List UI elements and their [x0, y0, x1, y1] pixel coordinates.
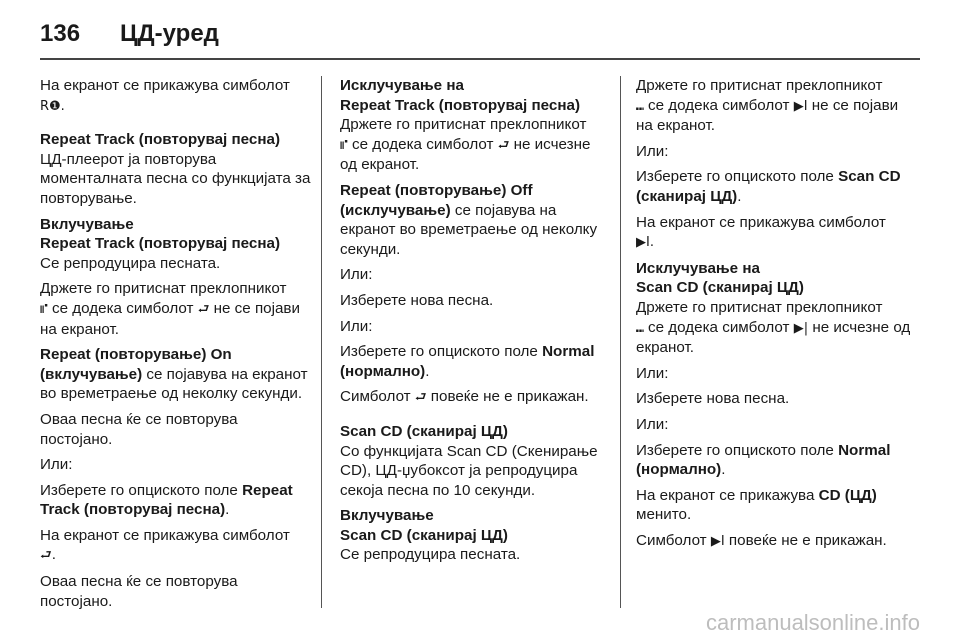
toggle-switch-icon: ⑉ [636, 98, 644, 114]
paragraph: Изберете го опциското поле Repeat Track (повторувај песна). [40, 481, 293, 519]
paragraph: Или: [40, 456, 73, 474]
subheading: Scan CD (сканирај ЦД) [340, 526, 508, 544]
paragraph: Се репродуцира песната. [340, 546, 521, 564]
paragraph: Се репродуцира песната. [40, 254, 221, 272]
paragraph: Оваа песна ќе се повторува постојано. [40, 410, 238, 448]
subheading: Исклучување на [340, 77, 464, 94]
paragraph: Држете го притиснат преклопникот ⑉ се додека симболот ▶| не исчезне од екранот. [636, 298, 911, 357]
column-divider [620, 76, 621, 608]
paragraph: Изберете го опциското поле Normal (нормално). [636, 441, 891, 479]
paragraph: Или: [340, 317, 373, 335]
page-title: ЦД-уред [120, 20, 219, 47]
section-heading: Repeat Track (повторувај песна) [40, 131, 281, 149]
repeat-icon: ⮐ [197, 301, 210, 317]
paragraph: На екранот се прикажува симболот ▶I. [636, 213, 886, 251]
repeat-icon: ⮐ [40, 548, 52, 564]
subheading: Исклучување на [636, 259, 760, 277]
column-3 [636, 76, 916, 557]
subheading: Scan CD (сканирај ЦД) [636, 279, 804, 297]
paragraph: Држете го притиснат преклопникот ⑈ се додека симболот ⮐ не исчезне од екранот. [340, 116, 591, 174]
paragraph: Држете го притиснат преклопникот ⑈ се додека симболот ⮐ не се појави на екранот. [40, 280, 300, 338]
paragraph: Изберете го опциското поле Scan CD (сканирај ЦД). [636, 168, 901, 205]
paragraph: ЦД-плеерот ја повторува моменталната песна со функцијата за повторување. [40, 150, 311, 207]
repeat-icon: ⮐ [414, 390, 427, 406]
paragraph: Симболот ⮐ повеќе не е прикажан. [340, 388, 589, 406]
paragraph: Или: [636, 364, 669, 382]
toggle-switch-icon: ⑈ [340, 137, 348, 153]
paragraph: Repeat (повторување) On (вклучување) се појавува на екранот во времетраење од неколку секунди. [40, 346, 308, 403]
paragraph: Или: [636, 142, 669, 160]
scan-icon: ▶I [793, 98, 808, 114]
paragraph: Изберете нова песна. [636, 390, 790, 408]
paragraph: Или: [340, 266, 373, 284]
column-1 [40, 76, 312, 617]
repeat-random-icon: R❶. [40, 98, 65, 114]
scan-icon: ▶I [710, 533, 725, 549]
paragraph: На екранот се прикажува симболот ⮐. [40, 526, 290, 564]
subheading: Вклучување [340, 507, 434, 525]
paragraph: Изберете го опциското поле Normal (нормално). [340, 343, 595, 380]
page-number: 136 [40, 20, 81, 47]
scan-icon: ▶I. [636, 235, 654, 251]
repeat-icon: ⮐ [497, 137, 510, 153]
toggle-switch-icon: ⑈ [40, 301, 48, 317]
paragraph: Држете го притиснат преклопникот ⑉ се додека симболот ▶I не се појави на екранот. [636, 77, 899, 135]
toggle-switch-icon: ⑉ [636, 320, 644, 336]
header-rule [40, 58, 920, 60]
paragraph: Со функцијата Scan CD (Скенирање CD), ЦД-џубоксот ја репродуцира секоја песна по 10 секунди. [340, 442, 598, 499]
column-2 [340, 76, 608, 571]
section-heading: Scan CD (сканирај ЦД) [340, 422, 508, 440]
paragraph: Repeat (повторување) Off (исклучување) се појавува на екранот во времетраење од неколку секунди. [340, 181, 598, 258]
paragraph: Или: [636, 415, 669, 433]
subheading: Вклучување [40, 215, 134, 233]
column-divider [321, 76, 322, 608]
watermark: carmanualsonline.info [705, 610, 920, 635]
scan-icon: ▶| [793, 320, 809, 336]
subheading: Repeat Track (повторувај песна) [340, 96, 581, 114]
paragraph: Изберете нова песна. [340, 291, 494, 309]
subheading: Repeat Track (повторувај песна) [40, 235, 281, 253]
paragraph: На екранот се прикажува CD (ЦД) менито. [636, 486, 877, 524]
paragraph: На екранот се прикажува симболот R❶. [40, 77, 290, 114]
paragraph: Симболот ▶I повеќе не е прикажан. [636, 531, 887, 549]
paragraph: Оваа песна ќе се повторува постојано. [40, 573, 238, 610]
